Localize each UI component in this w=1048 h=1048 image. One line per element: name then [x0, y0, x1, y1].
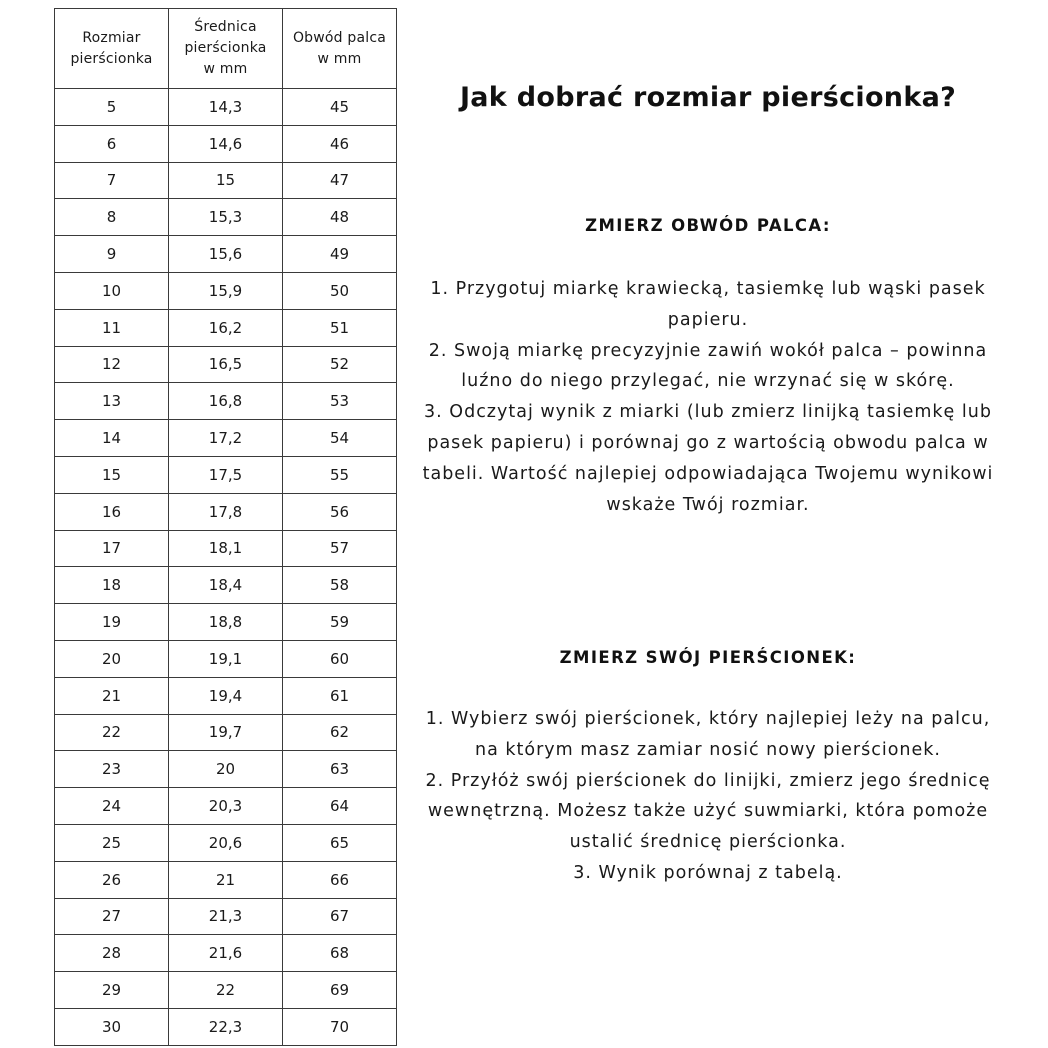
cell-circumference: 64 [283, 788, 397, 825]
section-steps-finger [416, 274, 1000, 520]
table-row [55, 309, 397, 346]
cell-diameter: 18,8 [169, 604, 283, 641]
header-line: Rozmiar [82, 29, 141, 46]
cell-diameter: 16,2 [169, 309, 283, 346]
cell-diameter: 15,6 [169, 236, 283, 273]
cell-circumference: 53 [283, 383, 397, 420]
cell-ring-size: 19 [55, 604, 169, 641]
header-line: pierścionka [70, 50, 153, 67]
table-body [55, 89, 397, 1046]
cell-circumference: 67 [283, 898, 397, 935]
cell-ring-size: 29 [55, 972, 169, 1009]
header-line: pierścionka [184, 40, 267, 56]
table-row [55, 751, 397, 788]
cell-diameter: 20 [169, 751, 283, 788]
cell-circumference: 57 [283, 530, 397, 567]
cell-circumference: 49 [283, 236, 397, 273]
ring-size-table [54, 8, 397, 1046]
cell-circumference: 56 [283, 493, 397, 530]
cell-circumference: 48 [283, 199, 397, 236]
cell-ring-size: 16 [55, 493, 169, 530]
cell-diameter: 21,3 [169, 898, 283, 935]
cell-ring-size: 25 [55, 824, 169, 861]
table-row [55, 89, 397, 126]
cell-circumference: 61 [283, 677, 397, 714]
instruction-step: 2. Przyłóż swój pierścionek do linijki, zmierz jego średnicę wewnętrzną. Możesz także użyć suwmiarki, która pomoże ustalić średnicę pierścionka. [425, 770, 991, 853]
cell-circumference: 63 [283, 751, 397, 788]
table-header-row [55, 9, 397, 89]
cell-circumference: 55 [283, 456, 397, 493]
cell-ring-size: 5 [55, 89, 169, 126]
cell-diameter: 16,8 [169, 383, 283, 420]
cell-diameter: 22,3 [169, 1008, 283, 1045]
section-heading-ring: ZMIERZ SWÓJ PIERŚCIONEK: [559, 648, 857, 667]
cell-ring-size: 14 [55, 420, 169, 457]
cell-circumference: 52 [283, 346, 397, 383]
table-row [55, 1008, 397, 1045]
cell-diameter: 19,1 [169, 640, 283, 677]
cell-circumference: 50 [283, 272, 397, 309]
cell-ring-size: 20 [55, 640, 169, 677]
cell-diameter: 15 [169, 162, 283, 199]
cell-diameter: 17,5 [169, 456, 283, 493]
cell-circumference: 65 [283, 824, 397, 861]
cell-ring-size: 26 [55, 861, 169, 898]
header-line: w mm [317, 50, 362, 67]
header-line: Obwód palca [292, 29, 387, 46]
cell-ring-size: 8 [55, 199, 169, 236]
table-row [55, 383, 397, 420]
instruction-step: 3. Wynik porównaj z tabelą. [573, 862, 843, 883]
table-row [55, 567, 397, 604]
cell-ring-size: 10 [55, 272, 169, 309]
cell-diameter: 22 [169, 972, 283, 1009]
cell-diameter: 17,8 [169, 493, 283, 530]
cell-diameter: 21,6 [169, 935, 283, 972]
cell-ring-size: 22 [55, 714, 169, 751]
cell-ring-size: 9 [55, 236, 169, 273]
cell-circumference: 66 [283, 861, 397, 898]
table-row [55, 824, 397, 861]
cell-ring-size: 15 [55, 456, 169, 493]
section-heading-finger: ZMIERZ OBWÓD PALCA: [585, 216, 831, 235]
cell-diameter: 14,3 [169, 89, 283, 126]
header-ring-size [55, 9, 169, 89]
cell-circumference: 68 [283, 935, 397, 972]
cell-circumference: 51 [283, 309, 397, 346]
table-row [55, 493, 397, 530]
cell-ring-size: 7 [55, 162, 169, 199]
cell-diameter: 18,4 [169, 567, 283, 604]
instruction-step: 3. Odczytaj wynik z miarki (lub zmierz linijką tasiemkę lub pasek papieru) i porównaj go z wartością obwodu palca w tabeli. Wartość najlepiej odpowiadająca Twojemu wynikowi wskaże Twój rozmiar. [422, 402, 994, 515]
cell-circumference: 69 [283, 972, 397, 1009]
table-row [55, 125, 397, 162]
cell-ring-size: 28 [55, 935, 169, 972]
page-title: Jak dobrać rozmiar pierścionka? [459, 82, 957, 113]
cell-diameter: 20,3 [169, 788, 283, 825]
instruction-step: 1. Przygotuj miarkę krawiecką, tasiemkę lub wąski pasek papieru. [430, 279, 986, 330]
section-steps-ring [416, 704, 1000, 889]
cell-ring-size: 12 [55, 346, 169, 383]
table-row [55, 162, 397, 199]
cell-circumference: 54 [283, 420, 397, 457]
cell-diameter: 15,3 [169, 199, 283, 236]
cell-ring-size: 30 [55, 1008, 169, 1045]
table-row [55, 236, 397, 273]
header-line: Średnica [194, 19, 257, 35]
table-row [55, 640, 397, 677]
table-row [55, 972, 397, 1009]
cell-circumference: 60 [283, 640, 397, 677]
cell-ring-size: 17 [55, 530, 169, 567]
cell-diameter: 20,6 [169, 824, 283, 861]
instruction-step: 1. Wybierz swój pierścionek, który najlepiej leży na palcu, na którym masz zamiar nosić nowy pierścionek. [425, 709, 991, 760]
table-row [55, 714, 397, 751]
cell-circumference: 62 [283, 714, 397, 751]
cell-ring-size: 6 [55, 125, 169, 162]
header-line: w mm [203, 61, 248, 77]
cell-diameter: 15,9 [169, 272, 283, 309]
cell-ring-size: 11 [55, 309, 169, 346]
table-row [55, 935, 397, 972]
table-row [55, 861, 397, 898]
header-ring-diameter [169, 9, 283, 89]
table-row [55, 420, 397, 457]
table-row [55, 788, 397, 825]
header-finger-circumference [283, 9, 397, 89]
cell-ring-size: 27 [55, 898, 169, 935]
table-row [55, 530, 397, 567]
table-row [55, 677, 397, 714]
table-row [55, 272, 397, 309]
cell-diameter: 16,5 [169, 346, 283, 383]
cell-circumference: 46 [283, 125, 397, 162]
cell-circumference: 45 [283, 89, 397, 126]
cell-ring-size: 21 [55, 677, 169, 714]
cell-circumference: 58 [283, 567, 397, 604]
cell-diameter: 18,1 [169, 530, 283, 567]
instruction-step: 2. Swoją miarkę precyzyjnie zawiń wokół palca – powinna luźno do niego przylegać, nie wrzynać się w skórę. [428, 340, 988, 392]
cell-circumference: 47 [283, 162, 397, 199]
table-row [55, 456, 397, 493]
cell-diameter: 19,7 [169, 714, 283, 751]
cell-diameter: 17,2 [169, 420, 283, 457]
cell-diameter: 14,6 [169, 125, 283, 162]
table-row [55, 346, 397, 383]
table-row [55, 199, 397, 236]
cell-circumference: 59 [283, 604, 397, 641]
cell-circumference: 70 [283, 1008, 397, 1045]
cell-diameter: 19,4 [169, 677, 283, 714]
cell-ring-size: 24 [55, 788, 169, 825]
table-row [55, 898, 397, 935]
cell-ring-size: 13 [55, 383, 169, 420]
cell-diameter: 21 [169, 861, 283, 898]
table-row [55, 604, 397, 641]
cell-ring-size: 23 [55, 751, 169, 788]
cell-ring-size: 18 [55, 567, 169, 604]
